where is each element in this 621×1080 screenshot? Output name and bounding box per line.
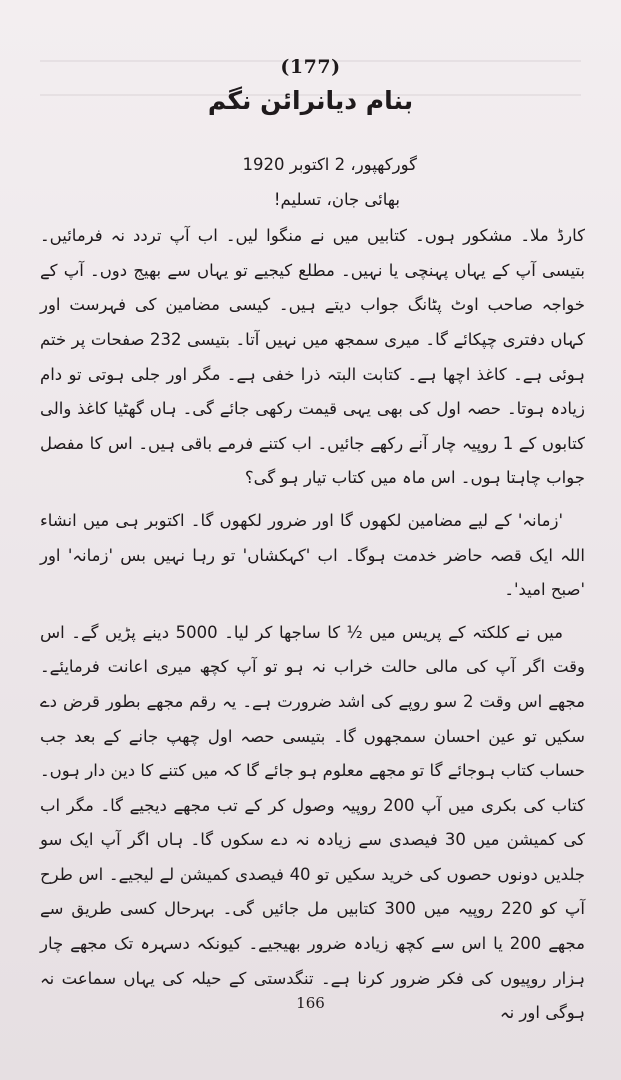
place-date: گورکھپور، 2 اکتوبر 1920	[242, 155, 417, 174]
letter-body	[40, 148, 585, 1031]
paragraph: 'زمانہ' کے لیے مضامین لکھوں گا اور ضرور لکھوں گا۔ اکتوبر ہی میں انشاء اللہ ایک قصہ حاضر خدمت ہوگا۔ اب 'کہکشاں' تو رہا نہیں بس 'زمانہ' اور 'صبح امید'۔	[40, 510, 585, 600]
paragraph: کارڈ ملا۔ مشکور ہوں۔ کتابیں میں نے منگوا لیں۔ اب آپ تردد نہ فرمائیں۔ بتیسی آپ کے یہاں پہنچی یا نہیں۔ مطلع کیجیے تو یہاں سے بھیج دوں۔ آپ کے خواجہ صاحب اوٹ پٹانگ جواب دیتے ہیں۔ کیسی مضامین کی فہرست اور کہاں دفتری چپکائے گا۔ میری سمجھ میں نہیں آتا۔ بتیسی 232 صفحات پر ختم ہوئی ہے۔ کاغذ اچھا ہے۔ کتابت البتہ ذرا خفی ہے۔ مگر اور جلی ہوتی تو دام زیادہ ہوتا۔ حصہ اول کی بھی یہی قیمت رکھی جائے گی۔ ہاں گھٹیا کاغذ والی کتابوں کے 1 روپیہ چار آنے رکھے جائیں۔ اب کتنے فرمے باقی ہیں۔ اس کا مفصل جواب چاہتا ہوں۔ اس ماہ میں کتاب تیار ہو گی؟	[40, 226, 585, 488]
greeting: بھائی جان، تسلیم!	[273, 189, 400, 209]
letter-number: (177)	[280, 56, 341, 78]
paragraph: میں نے کلکتہ کے پریس میں ½ کا ساجھا کر لیا۔ 5000 دینے پڑیں گے۔ اس وقت اگر آپ کی مالی حالت خراب نہ ہو تو آپ کچھ میری اعانت فرمایئے۔ مجھے اس وقت 2 سو روپے کی اشد ضرورت ہے۔ یہ رقم مجھے بطور قرض دے سکیں تو عین احسان سمجھوں گا۔ بتیسی حصہ اول چھپ جانے کے بعد جب حساب کتاب ہوجائے گا تو مجھے معلوم ہو جائے گا کہ میں کتنے کا دین دار ہوں۔ کتاب کی بکری میں آپ 200 روپیہ وصول کر کے تب مجھے دیجیے گا۔ مگر اب کی کمیشن میں 30 فیصدی سے زیادہ نہ دے سکوں گا۔ ہاں اگر آپ ایک سو جلدیں دونوں حصوں کی خرید سکیں تو 40 فیصدی کمیشن لے لیجیے۔ اس طرح آپ کو 220 روپیہ میں 300 کتابیں مل جائیں گی۔ بہرحال کسی طریق سے مجھے 200 یا اس سے کچھ زیادہ ضرور بھیجیے۔ کیونکہ دسہرہ تک مجھے چار ہزار روپیوں کی فکر ضرور کرنا ہے۔ تنگدستی کے حیلہ کی یہاں سماعت نہ ہوگی اور نہ	[40, 622, 586, 1023]
page-number: 166	[296, 994, 325, 1012]
letter-title: بنام دیانرائن نگم	[207, 86, 414, 115]
